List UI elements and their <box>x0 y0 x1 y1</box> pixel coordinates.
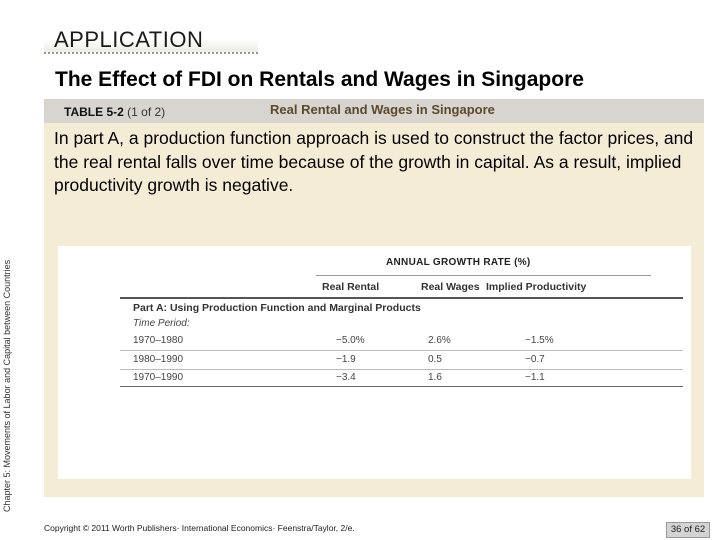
row-2-rental: −1.9 <box>336 354 356 365</box>
row-1-wages: 2.6% <box>428 335 451 346</box>
column-header-real-wages: Real Wages <box>421 281 480 293</box>
table-label <box>64 105 165 119</box>
row-3-period: 1970–1990 <box>133 372 184 383</box>
table-part: (1 of 2) <box>127 105 166 119</box>
row-1-period: 1970–1980 <box>133 335 184 346</box>
group-header-rule <box>316 275 651 276</box>
table-number: TABLE 5-2 <box>64 105 124 119</box>
slide-title: The Effect of FDI on Rentals and Wages in Singapore <box>55 68 584 91</box>
application-label-text: APPLICATION <box>54 27 204 52</box>
column-header-implied-productivity: Implied Productivity <box>486 281 587 293</box>
row-1-productivity: −1.5% <box>525 335 554 346</box>
table-title: Real Rental and Wages in Singapore <box>270 102 495 117</box>
column-header-real-rental: Real Rental <box>322 281 380 293</box>
row-divider <box>120 369 683 370</box>
row-2-wages: 0.5 <box>428 354 442 365</box>
row-3-productivity: −1.1 <box>525 372 545 383</box>
table-bottom-rule <box>120 386 683 387</box>
row-divider <box>120 350 683 351</box>
time-period-label: Time Period: <box>133 318 190 329</box>
row-2-productivity: −0.7 <box>525 354 545 365</box>
row-1-rental: −5.0% <box>336 335 365 346</box>
page-number-badge: 36 of 62 <box>666 522 710 538</box>
content-panel <box>44 99 704 497</box>
row-3-rental: −3.4 <box>336 372 356 383</box>
row-2-period: 1980–1990 <box>133 354 184 365</box>
group-header: ANNUAL GROWTH RATE (%) <box>386 257 531 268</box>
table-top-rule <box>120 297 683 299</box>
copyright-footer: Copyright © 2011 Worth Publishers· International Economics· Feenstra/Taylor, 2/e. <box>44 523 355 533</box>
part-a-title: Part A: Using Production Function and Marginal Products <box>133 302 421 314</box>
row-3-wages: 1.6 <box>428 372 442 383</box>
application-label <box>44 24 258 54</box>
growth-rate-table <box>58 246 691 479</box>
body-text: In part A, a production function approach is used to construct the factor prices, and the real rental falls over time because of the growth in capital. As a result, implied productivity growth is negative. <box>54 128 694 195</box>
panel-header <box>44 99 704 123</box>
chapter-side-label: Chapter 5: Movements of Labor and Capital between Countries <box>2 259 12 512</box>
